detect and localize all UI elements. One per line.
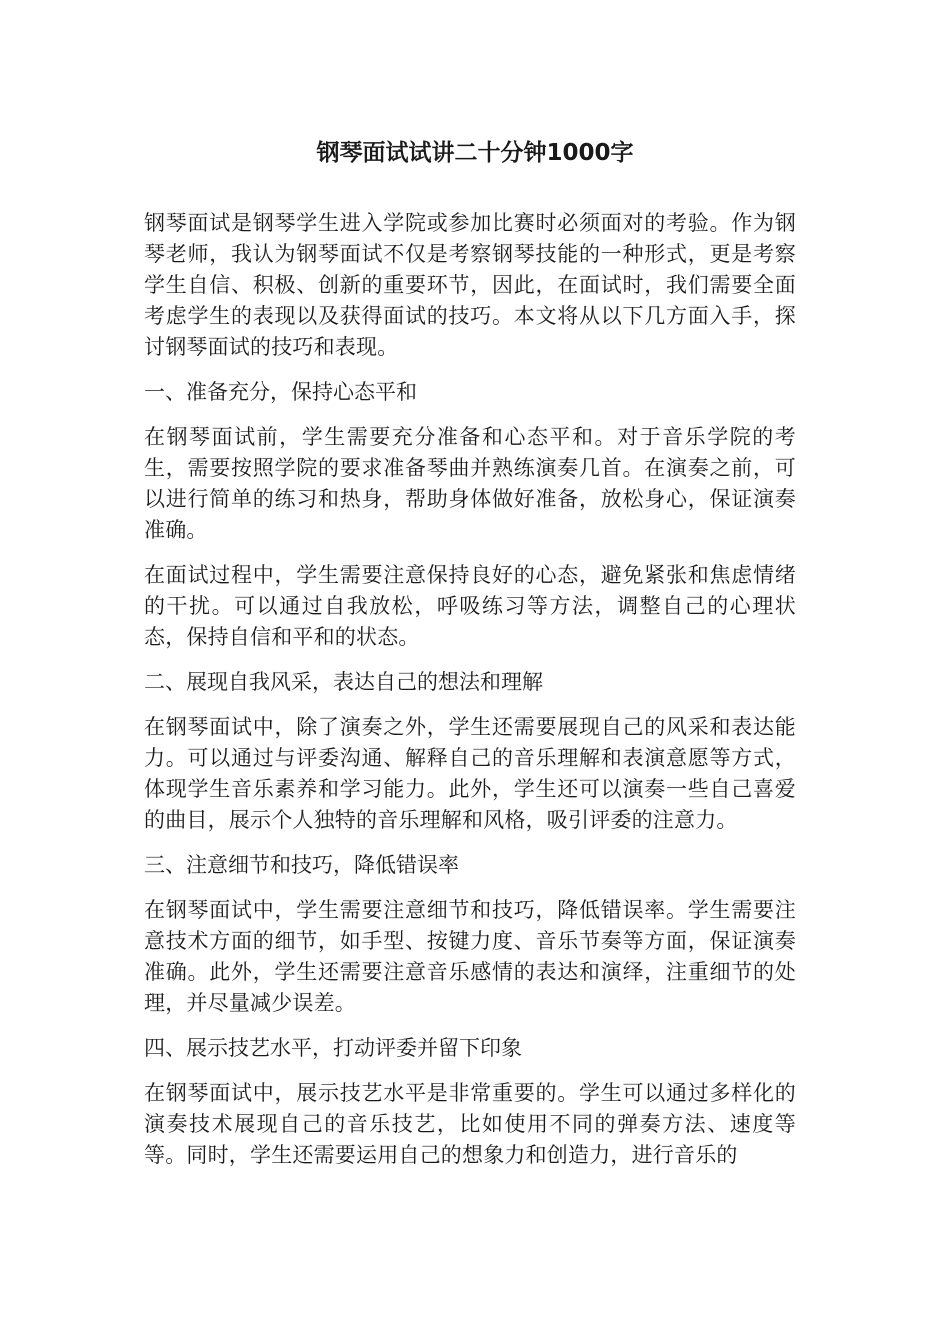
page-title: 钢琴面试试讲二十分钟1000字: [316, 140, 634, 166]
section-heading-2: 二、展现自我风采，表达自己的想法和理解: [144, 670, 543, 694]
document-body: [144, 208, 796, 1185]
paragraph-skills: 在钢琴面试中，展示技艺水平是非常重要的。学生可以通过多样化的演奏技术展现自己的音乐技艺，比如使用不同的弹奏方法、速度等等。同时，学生还需要运用自己的想象力和创造力，进行音乐的: [144, 1081, 796, 1167]
paragraph-expression: 在钢琴面试中，除了演奏之外，学生还需要展现自己的风采和表达能力。可以通过与评委沟通、解释自己的音乐理解和表演意愿等方式，体现学生音乐素养和学习能力。此外，学生还可以演奏一些自己喜爱的曲目，展示个人独特的音乐理解和风格，吸引评委的注意力。: [144, 715, 796, 832]
paragraph-intro: 钢琴面试是钢琴学生进入学院或参加比赛时必须面对的考验。作为钢琴老师，我认为钢琴面试不仅是考察钢琴技能的一种形式，更是考察学生自信、积极、创新的重要环节，因此，在面试时，我们需要全面考虑学生的表现以及获得面试的技巧。本文将从以下几方面入手，探讨钢琴面试的技巧和表现。: [144, 211, 796, 359]
section-heading-1: 一、准备充分，保持心态平和: [144, 380, 417, 404]
section-heading-4: 四、展示技艺水平，打动评委并留下印象: [144, 1036, 522, 1060]
paragraph-details: 在钢琴面试中，学生需要注意细节和技巧，降低错误率。学生需要注意技术方面的细节，如手型、按键力度、音乐节奏等方面，保证演奏准确。此外，学生还需要注意音乐感情的表达和演绎，注重细节的处理，并尽量减少误差。: [144, 898, 796, 1015]
section-heading-3: 三、注意细节和技巧，降低错误率: [144, 853, 459, 877]
paragraph-mindset: 在面试过程中，学生需要注意保持良好的心态，避免紧张和焦虑情绪的干扰。可以通过自我放松，呼吸练习等方法，调整自己的心理状态，保持自信和平和的状态。: [144, 563, 796, 649]
paragraph-prepare: 在钢琴面试前，学生需要充分准备和心态平和。对于音乐学院的考生，需要按照学院的要求准备琴曲并熟练演奏几首。在演奏之前，可以进行简单的练习和热身，帮助身体做好准备，放松身心，保证演奏准确。: [144, 425, 796, 542]
